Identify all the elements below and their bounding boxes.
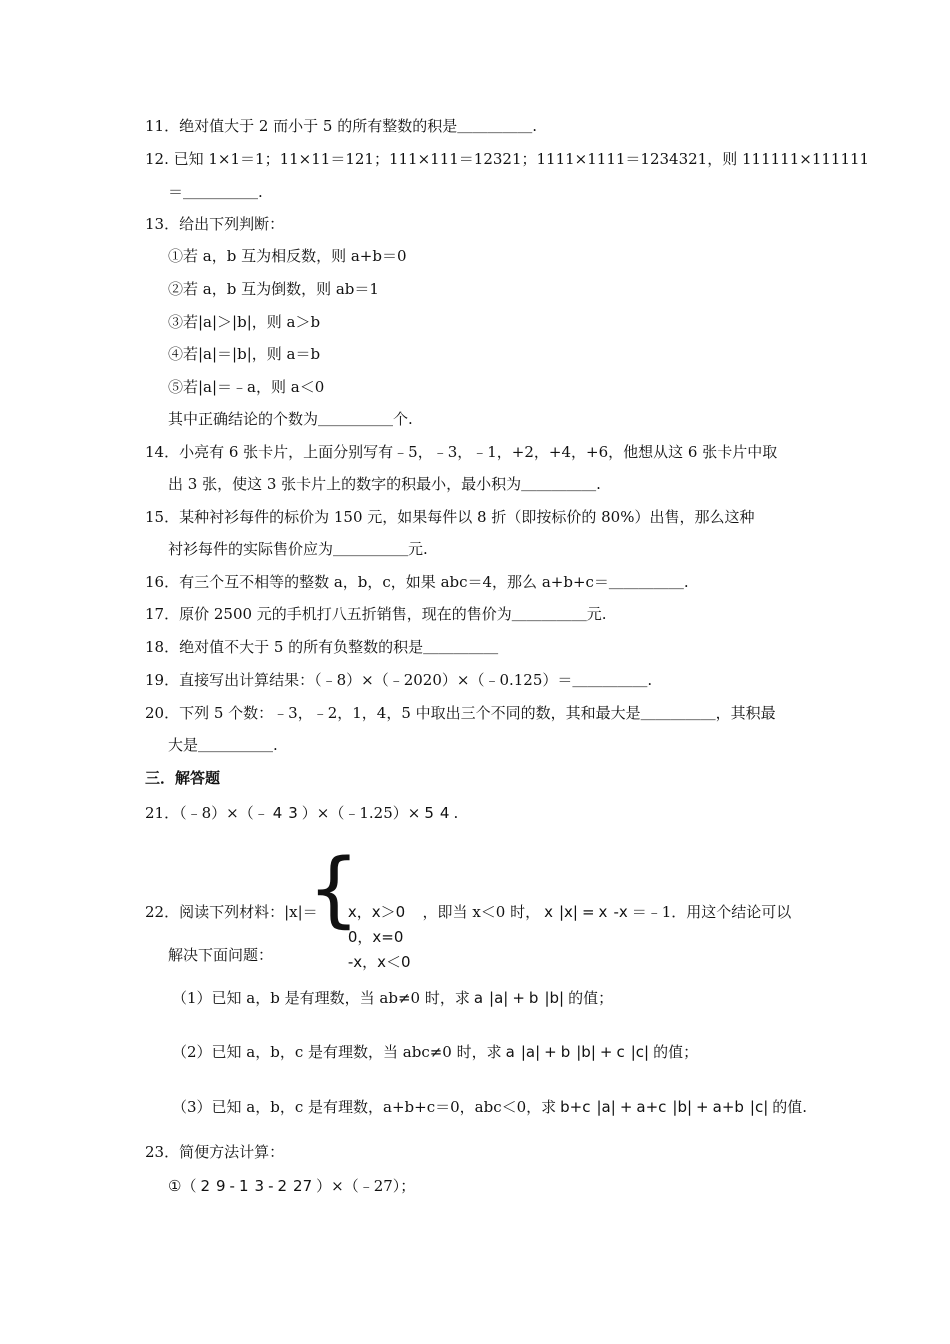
fraction-denominator: |a| [520,1042,541,1061]
fraction-denominator: 9 [216,1176,226,1195]
left-brace-icon: { [307,842,360,937]
part1-suffix: 的值； [568,989,614,1007]
question-13-title: 13．给出下列判断： [145,215,285,233]
q22-prefix: 22．阅读下列材料：|x|＝ [145,903,318,921]
question-19: 19．直接写出计算结果：（﹣8）×（﹣2020）×（﹣0.125）＝＿＿＿＿＿. [145,671,653,689]
question-13-item: ⑤若|a|＝﹣a，则 a＜0 [168,378,325,396]
fraction-1 [197,1178,228,1195]
fraction-numerator: b [528,988,539,1007]
fraction-b [526,990,567,1007]
case-negative: -x，x＜0 [347,953,411,971]
question-22-part1 [172,986,613,1009]
fraction-denominator: |b| [544,988,565,1007]
case-zero: 0，x=0 [347,928,404,946]
q21-fraction-2 [421,805,452,822]
question-13-item: ①若 a，b 互为相反数，则 a+b＝0 [168,247,407,265]
question-14-line1: 14．小亮有 6 张卡片，上面分别写有﹣5，﹣3，﹣1，+2，+4，+6，他想从这 6 张卡片中取 [145,443,778,461]
question-11: 11．绝对值大于 2 而小于 5 的所有整数的积是＿＿＿＿＿. [145,117,538,135]
fraction-2 [236,1178,267,1195]
fraction-numerator: 1 [238,1176,249,1195]
question-13-item: ④若|a|＝|b|，则 a＝b [168,345,321,363]
q22-fraction-2 [596,904,631,921]
question-21 [145,801,458,824]
piecewise-cases [348,900,411,975]
question-12-line2: ＝＿＿＿＿＿. [168,183,263,201]
fraction-denominator: 27 [293,1176,313,1195]
q22-fraction-1 [541,904,581,921]
fraction-denominator: |a| [596,1097,616,1116]
fraction-numerator: 5 [424,803,434,822]
question-13-tail: 其中正确结论的个数为＿＿＿＿＿个. [168,410,413,428]
part2-suffix: 的值； [653,1043,699,1061]
fraction-numerator: a [473,988,484,1007]
fraction-numerator: x [544,902,553,921]
fraction-numerator: a+c [636,1097,667,1116]
fraction-denominator: 4 [439,803,450,822]
piecewise-definition [307,842,411,975]
fraction-a [503,1044,544,1061]
q21-prefix: 21．（﹣8）×（﹣ [145,804,269,822]
fraction-denominator: 3 [254,1176,265,1195]
question-20-line1: 20．下列 5 个数：﹣3，﹣2，1，4，5 中取出三个不同的数，其和最大是＿＿＿＿＿，其积最 [145,704,776,722]
question-16: 16．有三个互不相等的整数 a，b，c，如果 abc＝4，那么 a+b+c＝＿＿＿＿＿. [145,573,689,591]
fraction-numerator: 2 [277,1176,288,1195]
fraction-numerator: 4 [272,803,283,822]
fraction-numerator: a [505,1042,515,1061]
equals-sign: = [581,903,595,921]
question-17: 17．原价 2500 元的手机打八五折销售，现在的售价为＿＿＿＿＿元. [145,605,607,623]
fraction-numerator: c [616,1042,625,1061]
plus-sign: + [696,1098,709,1116]
q22-mid: ，即当 x＜0 时， [422,903,541,921]
fraction-numerator: x [598,902,608,921]
question-15-line2: 衬衫每件的实际售价应为＿＿＿＿＿元. [168,540,428,558]
fraction-denominator: |c| [630,1042,650,1061]
question-18: 18．绝对值不大于 5 的所有负整数的积是＿＿＿＿＿ [145,638,499,656]
plus-sign: + [599,1043,613,1061]
fraction-numerator: 2 [200,1176,210,1195]
q21-middle: ）×（﹣1.25）× [301,804,421,822]
fraction-denominator: 3 [288,803,298,822]
plus-sign: + [544,1043,557,1061]
fraction-a [557,1099,619,1116]
fraction-b [633,1099,695,1116]
question-20-line2: 大是＿＿＿＿＿. [168,736,278,754]
fraction-c [710,1099,772,1116]
part3-suffix: 的值. [772,1098,808,1116]
question-12-line1: 12. 已知 1×1＝1；11×11＝121；111×111＝12321；1111×1111＝1234321，则 111111×111111 [145,150,870,168]
fraction-c [613,1044,652,1061]
fraction-denominator: |c| [749,1097,769,1116]
minus-sign: - [268,1177,274,1195]
part1-prefix: （1）已知 a，b 是有理数，当 ab≠0 时，求 [172,989,470,1007]
fraction-3 [274,1178,315,1195]
section-heading: 三．解答题 [145,769,221,787]
part3-prefix: （3）已知 a，b，c 是有理数，a+b+c＝0，abc＜0，求 [172,1098,557,1116]
fraction-a [471,990,512,1007]
case-positive: x，x＞0 [347,903,406,921]
plus-sign: + [512,989,525,1007]
q23-prefix: ①（ [168,1177,197,1195]
fraction-denominator: |a| [489,988,509,1007]
question-23-title: 23．简便方法计算： [145,1143,285,1161]
question-22-part2 [172,1040,698,1063]
q23-suffix: ）×（﹣27）； [316,1177,416,1195]
fraction-numerator: a+b [712,1097,744,1116]
question-22-line2: 解决下面问题： [168,946,274,964]
question-14-line2: 出 3 张，使这 3 张卡片上的数字的积最小，最小积为＿＿＿＿＿. [168,475,601,493]
fraction-numerator: b [560,1042,571,1061]
q22-suffix: ＝﹣1．用这个结论可以 [631,903,792,921]
fraction-denominator: |b| [672,1097,693,1116]
question-23-part1 [168,1174,415,1197]
part2-prefix: （2）已知 a，b，c 是有理数，当 abc≠0 时，求 [172,1043,502,1061]
question-13-item: ③若|a|＞|b|，则 a＞b [168,313,321,331]
fraction-numerator: b+c [560,1097,591,1116]
fraction-b [558,1044,599,1061]
minus-sign: - [229,1177,235,1195]
question-15-line1: 15．某种衬衫每件的标价为 150 元，如果每件以 8 折（即按标价的 80%）出售，那么这种 [145,508,755,526]
question-22-part3 [172,1095,807,1118]
question-13-item: ②若 a，b 互为倒数，则 ab＝1 [168,280,379,298]
plus-sign: + [619,1098,633,1116]
fraction-denominator: |x| [558,902,578,921]
fraction-denominator: -x [613,902,628,921]
q21-fraction-1 [270,805,301,822]
fraction-denominator: |b| [576,1042,596,1061]
q21-suffix: . [453,804,459,822]
